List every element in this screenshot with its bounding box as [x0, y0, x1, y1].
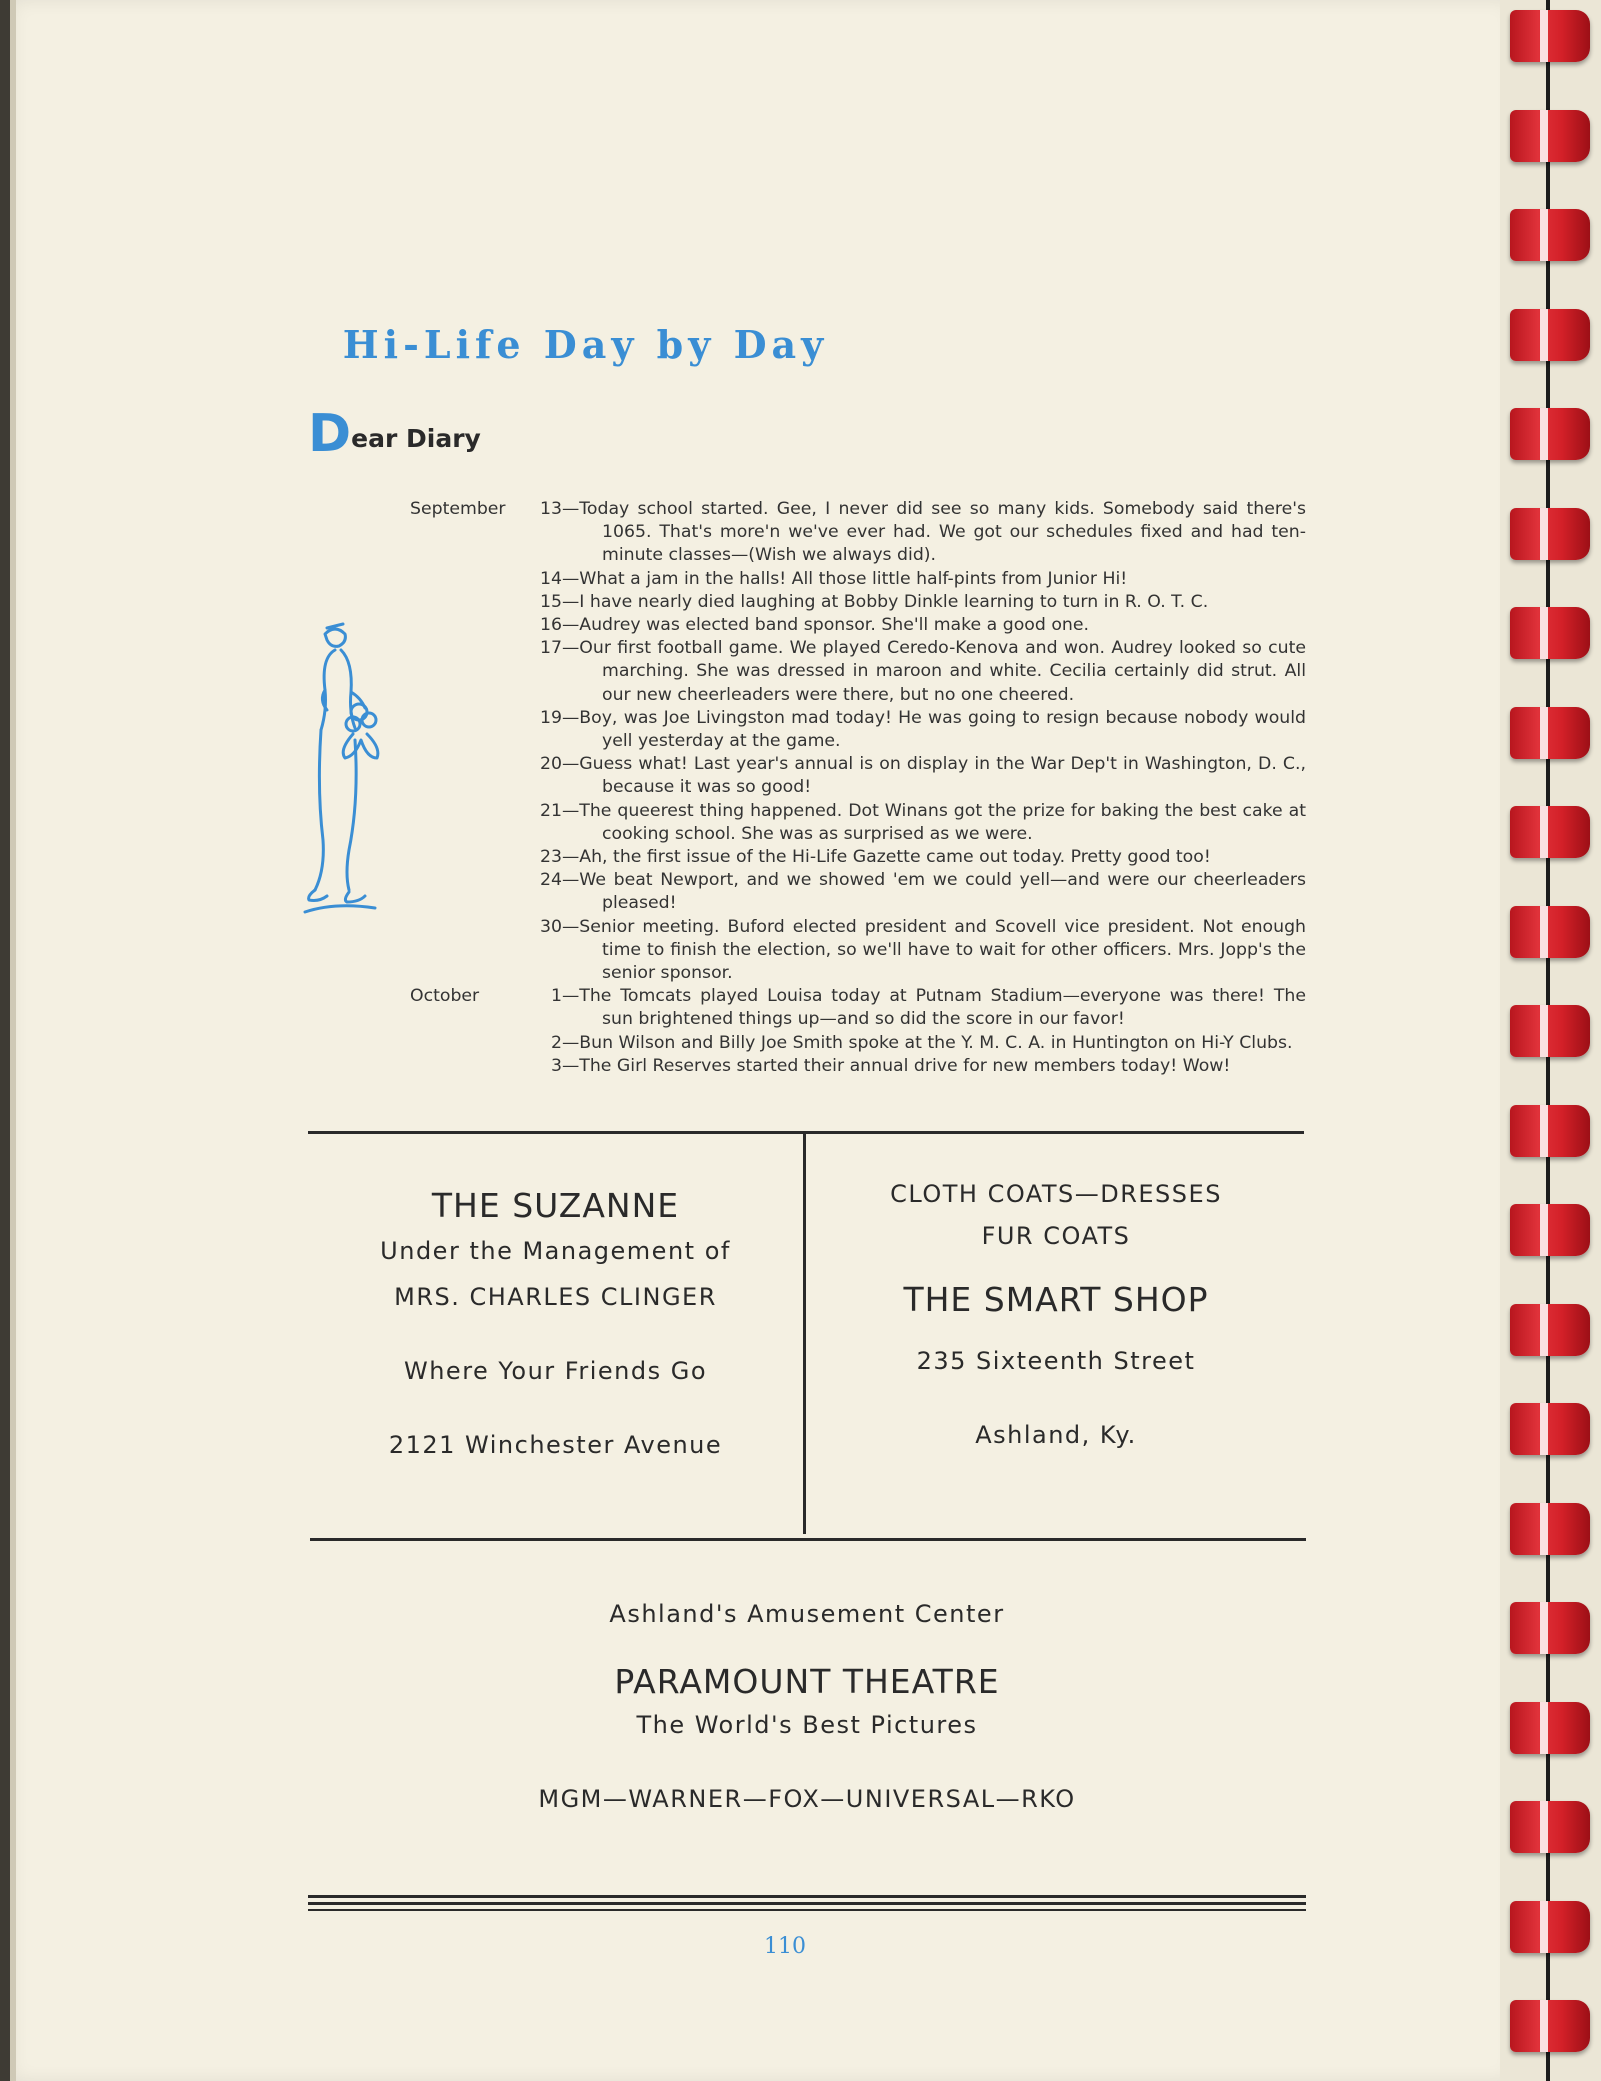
entry-month [410, 591, 522, 614]
entry-day: 24 [540, 870, 562, 891]
binding-coil [1510, 1005, 1590, 1057]
ad-the-suzanne [308, 1186, 803, 1459]
binding-coil [1510, 607, 1590, 659]
diary-entry [410, 707, 1306, 753]
rule-middle [310, 1538, 1306, 1541]
diary-entry [410, 591, 1306, 614]
illustration-girl-with-flowers [285, 620, 405, 920]
entry-day: 13 [540, 499, 562, 519]
diary-entry [410, 1032, 1306, 1055]
entry-month [410, 916, 522, 986]
entry-text: —What a jam in the halls! All those little half-pints from Junior Hi! [562, 568, 1128, 589]
rule-top [308, 1131, 1304, 1134]
diary-entry [410, 846, 1306, 869]
ad-paramount-theatre [308, 1600, 1306, 1813]
entry-month [410, 753, 522, 799]
ad-name: THE SUZANNE [431, 1186, 680, 1225]
binding-coil [1510, 1602, 1590, 1654]
entry-day: 23 [540, 847, 562, 868]
binding-coil [1510, 1702, 1590, 1754]
entry-text: —The Girl Reserves started their annual drive for new members today! Wow! [562, 1055, 1231, 1076]
binding-coil [1510, 1503, 1590, 1555]
entry-day: 2 [551, 1032, 562, 1053]
entry-month [410, 637, 522, 707]
entry-text: —Today school started. Gee, I never did see so many kids. Somebody said there's 1065. That's more'n we've ever had. We got our schedules fixed and had ten-minute classes—(Wish we always did). [562, 499, 1306, 566]
diary-greeting [308, 404, 481, 464]
binding-coil [1510, 1105, 1590, 1157]
diary-entry [410, 916, 1306, 986]
entry-text: —Audrey was elected band sponsor. She'll make a good one. [562, 615, 1089, 636]
entry-day: 20 [540, 754, 562, 775]
entry-month [410, 869, 522, 915]
ad-line: Under the Management of [380, 1237, 731, 1265]
entry-day: 14 [540, 568, 562, 589]
spiral-binding [1500, 0, 1601, 2081]
diary-entries [410, 498, 1306, 1078]
entry-month: September [410, 499, 506, 519]
entry-month [410, 1032, 522, 1055]
entry-day: 3 [551, 1055, 562, 1076]
diary-entry [410, 985, 1306, 1031]
ad-name: PARAMOUNT THEATRE [614, 1662, 1000, 1701]
entry-month [410, 568, 522, 591]
entry-month: October [410, 986, 480, 1007]
entry-text: —The Tomcats played Louisa today at Putnam Stadium—everyone was there! The sun brightened things up—and so did the score in our favor! [562, 986, 1306, 1030]
entry-day: 16 [540, 615, 562, 636]
entry-month [410, 707, 522, 753]
page-title [0, 322, 1601, 367]
ad-address: 2121 Winchester Avenue [388, 1431, 723, 1459]
diary-entry [410, 753, 1306, 799]
binding-coil [1510, 1204, 1590, 1256]
binding-coil [1510, 707, 1590, 759]
diary-entry [410, 614, 1306, 637]
entry-text: —Boy, was Joe Livingston mad today! He was going to resign because nobody would yell yesterday at the game. [562, 707, 1306, 752]
entry-text: —We beat Newport, and we showed 'em we could yell—and were our cheerleaders pleased! [562, 870, 1306, 914]
page-title-text: Hi-Life Day by Day [342, 322, 829, 367]
diary-entry [410, 498, 1306, 568]
binding-coil [1510, 1304, 1590, 1356]
ad-line: Where Your Friends Go [403, 1357, 708, 1385]
ad-line: CLOTH COATS—DRESSES [890, 1180, 1222, 1208]
binding-coil [1510, 1901, 1590, 1953]
binding-coil [1510, 1403, 1590, 1455]
entry-day: 1 [551, 986, 562, 1007]
entry-day: 19 [540, 707, 562, 728]
page-number: 110 [764, 1934, 806, 1959]
binding-coil [1510, 1801, 1590, 1853]
entry-text: —Guess what! Last year's annual is on display in the War Dep't in Washington, D. C., because it was so good! [562, 754, 1306, 798]
ad-line: MRS. CHARLES CLINGER [394, 1283, 717, 1311]
entry-text: —I have nearly died laughing at Bobby Dinkle learning to turn in R. O. T. C. [562, 591, 1209, 612]
ad-slogan: The World's Best Pictures [636, 1711, 978, 1739]
binding-coil [1510, 209, 1590, 261]
greeting-initial: D [308, 404, 352, 464]
entry-day: 21 [540, 800, 562, 821]
ad-city: Ashland, Ky. [975, 1421, 1137, 1449]
page-edge-shadow [10, 0, 16, 2081]
ad-line: FUR COATS [981, 1222, 1131, 1250]
ad-the-smart-shop [806, 1180, 1306, 1449]
entry-text: —Bun Wilson and Billy Joe Smith spoke at the Y. M. C. A. in Huntington on Hi-Y Clubs. [562, 1032, 1293, 1053]
diary-entry [410, 869, 1306, 915]
binding-coil [1510, 806, 1590, 858]
rule-bottom-2 [308, 1902, 1306, 1905]
ad-tagline: Ashland's Amusement Center [609, 1600, 1005, 1628]
diary-entry [410, 568, 1306, 591]
entry-day: 15 [540, 591, 562, 612]
ad-name: THE SMART SHOP [903, 1280, 1209, 1319]
ad-address: 235 Sixteenth Street [916, 1347, 1196, 1375]
entry-text: —The queerest thing happened. Dot Winans got the prize for baking the best cake at cooking school. She was as surprised as we were. [562, 800, 1306, 844]
entry-day: 17 [540, 638, 562, 659]
binding-coil [1510, 508, 1590, 560]
entry-text: —Senior meeting. Buford elected president and Scovell vice president. Not enough time to finish the election, so we'll have to wait for other officers. Mrs. Jopp's the senior sponsor. [562, 916, 1306, 984]
entry-month [410, 800, 522, 846]
binding-coil [1510, 906, 1590, 958]
entry-month [410, 1055, 522, 1078]
entry-month [410, 614, 522, 637]
page-edge [0, 0, 10, 2081]
greeting-rest: ear Diary [351, 424, 481, 453]
entry-text: —Ah, the first issue of the Hi-Life Gazette came out today. Pretty good too! [562, 847, 1211, 868]
diary-entry [410, 800, 1306, 846]
diary-entry [410, 1055, 1306, 1078]
binding-coil [1510, 10, 1590, 62]
entry-month [410, 846, 522, 869]
entry-day: 30 [540, 916, 562, 937]
entry-text: —Our first football game. We played Ceredo-Kenova and won. Audrey looked so cute marching. She was dressed in maroon and white. Cecilia certainly did strut. All our new cheerleaders were there, but no one cheered. [562, 638, 1306, 705]
binding-coil [1510, 110, 1590, 162]
ad-studios: MGM—WARNER—FOX—UNIVERSAL—RKO [538, 1785, 1076, 1813]
binding-coil [1510, 408, 1590, 460]
binding-coil [1510, 2000, 1590, 2052]
rule-bottom-1 [308, 1895, 1306, 1898]
diary-entry [410, 637, 1306, 707]
rule-bottom-3 [308, 1909, 1306, 1911]
